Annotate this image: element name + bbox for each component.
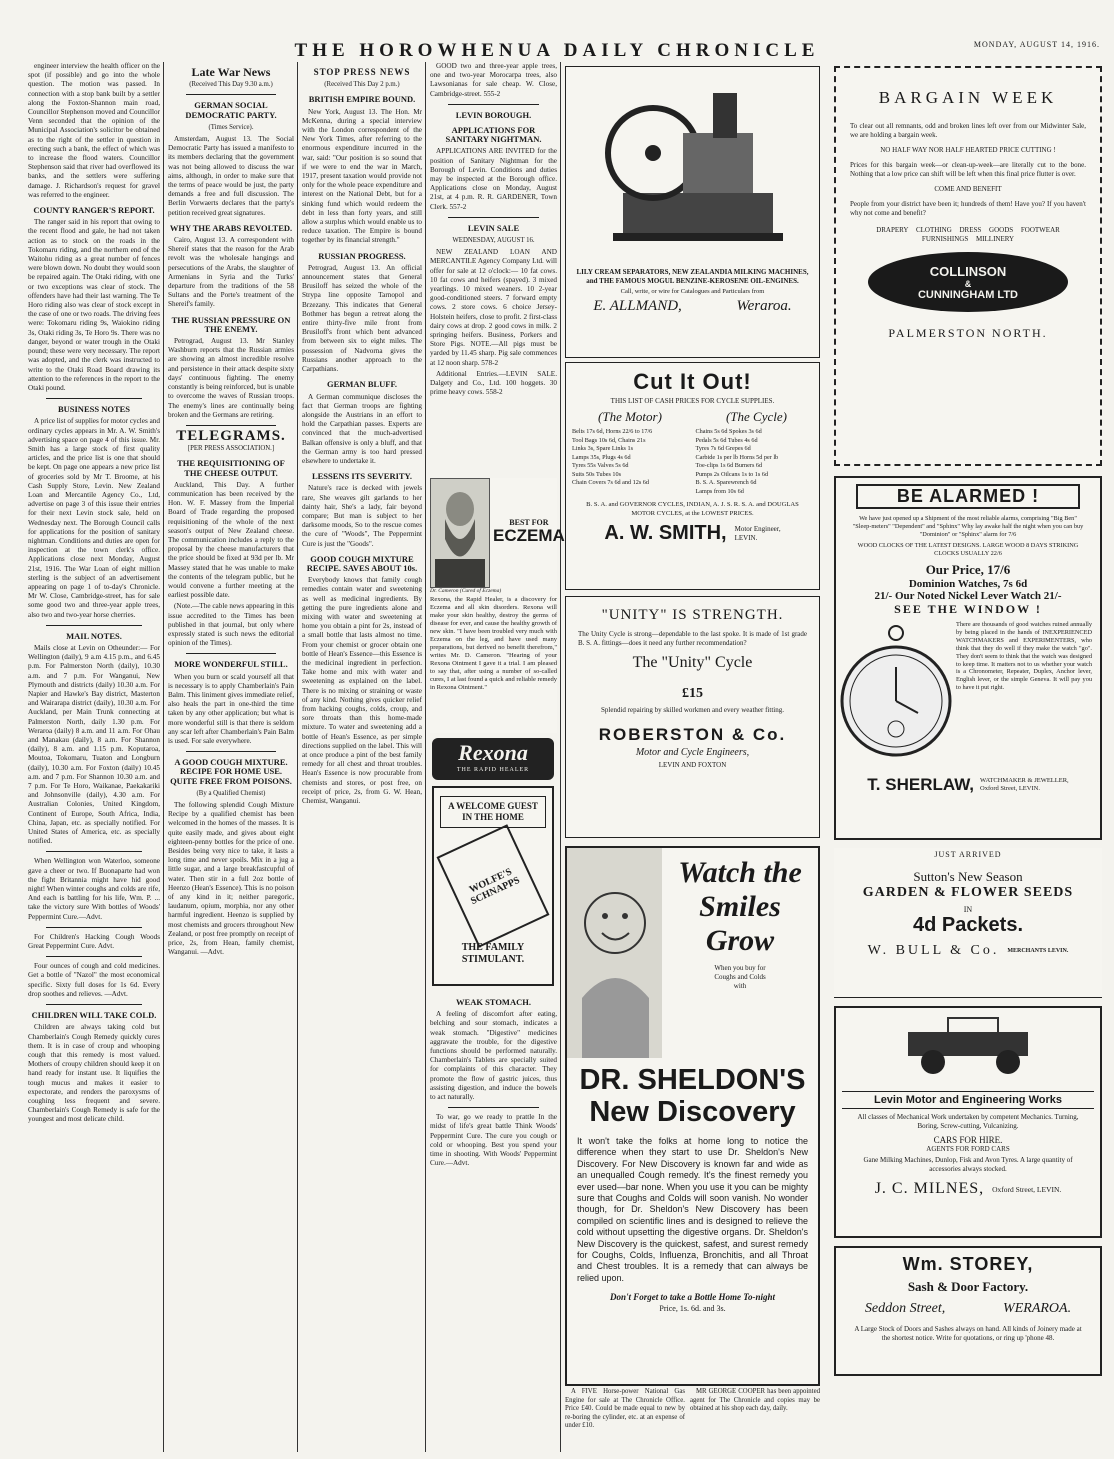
motor-heading: (The Motor) bbox=[598, 409, 662, 424]
cycle-price-item: Pumps 2s Oilcans 1s to 1s 6d bbox=[695, 470, 769, 478]
pocket-watch-icon bbox=[836, 621, 956, 771]
ad-signature bbox=[836, 775, 1100, 795]
article-paragraph: New York, August 13. The Hon. Mr McKenna, during a special interview with the London correspondent of the New York Times, after referring to the enormous expenditure incurred in the war, said: "Our position is so sound that if we were to end the war in March, 1917, present taxation would provide not only for the whole peace expenditure and interest on the National Debt, but for a sinking fund which would redeem the debt in less than forty years, and still allow a surplus which would enable us to reduce taxation. The Empire is bound together by its financial strength." bbox=[302, 107, 422, 245]
engine-sale-notice bbox=[565, 1388, 685, 1456]
product-price: £15 bbox=[682, 686, 703, 701]
article-paragraph: Children are always taking cold but Chamberlain's Cough Remedy quickly cures them. It is in case of croup and whooping cough that this remedy is most valued. Mothers of croupy children should keep it on hand ready for instant use. It liquifies the tough mucus and makes it easier to expectorate, and renders the paroxysms of coughing less frequent and severe. Chamberlain's Cough Remedy is safe for the youngest and most delicate child. bbox=[28, 1023, 160, 1124]
ad-packets: 4d Packets. bbox=[912, 914, 1024, 936]
article-paragraph: APPLICATIONS ARE INVITED for the position of Sanitary Nightman for the Borough of Levin. Conditions and duties may be inspected at the Borough office. Applications close on Monday, August 21st, at 4 p.m. R. R. GARDENER, Town Clerk. 557-2 bbox=[430, 147, 557, 211]
article-heading: LEVIN BOROUGH. bbox=[455, 109, 532, 120]
article-subheading: [PER PRESS ASSOCIATION.] bbox=[187, 445, 275, 453]
cycle-price-item: Toe-clips 1s 6d Burners 6d bbox=[695, 462, 763, 469]
ad-signature bbox=[836, 1180, 1100, 1198]
business-location bbox=[836, 1301, 1100, 1317]
ad-body: Gane Milking Machines, Dunlop, Fisk and Avon Tyres. A large quantity of accessories always stocked. bbox=[863, 1156, 1073, 1173]
ad-body: To clear out all remnants, odd and broken lines left over from our Midwinter Sale, we are holding a bargain week. bbox=[850, 122, 1086, 139]
business-town: LEVIN. bbox=[734, 533, 758, 542]
ad-subline: When you buy for bbox=[714, 964, 766, 972]
oil-engine-illustration bbox=[593, 73, 793, 263]
ad-subline: with bbox=[733, 982, 747, 990]
business-town: PALMERSTON NORTH. bbox=[888, 326, 1048, 340]
cycle-price-item: Tyres 7s 6d Grepes 6d bbox=[695, 445, 751, 452]
notice-text: MR GEORGE COOPER has been appointed agent for The Chronicle and copies may be obtained at his shop each day, daily. bbox=[690, 1388, 820, 1413]
divider bbox=[186, 425, 276, 426]
divider bbox=[448, 217, 539, 218]
storey-factory-ad bbox=[834, 1246, 1102, 1376]
cycle-price-item: Pedals 5s 6d Tubes 4s 6d bbox=[695, 436, 758, 444]
offer-lever-watch: 21/- Our Noted Nickel Lever Watch 21/- bbox=[874, 589, 1062, 602]
cycle-price-list bbox=[696, 428, 814, 496]
motor-price-item: Suits 50s Tubes 10s bbox=[572, 470, 622, 478]
column-rule bbox=[297, 62, 298, 1452]
business-trade: Sash & Door Factory. bbox=[907, 1279, 1029, 1294]
ad-signature bbox=[566, 522, 819, 545]
portrait-caption: Dr. Cameron (Cured of Eczema) bbox=[430, 588, 502, 594]
business-trade: MERCHANTS LEVIN. bbox=[1007, 948, 1069, 954]
article-paragraph: GOOD two and three-year apple trees, one and two-year Morocarpa trees, also Lawsonianas for sale cheap. W. Close, Cambridge-street. 555-2 bbox=[430, 62, 557, 98]
article-paragraph: For Children's Hacking Cough Woods Great Peppermint Cure. Advt. bbox=[28, 932, 160, 951]
bottle-label: WOLFE'S SCHNAPPS bbox=[437, 824, 550, 948]
article-heading: WHY THE ARABS REVOLTED. bbox=[169, 222, 293, 233]
cycle-price-item: B. S. A. Sparewrench 6d bbox=[695, 479, 757, 486]
divider bbox=[186, 751, 276, 752]
article-paragraph: To war, go we ready to prattle In the midst of life's great battle Think Woods' Peppermint Cure. The cure you cough or cold or whooping. Best you spend your time in shooting. With Woods' Peppermint Cure.—Advt. bbox=[430, 1113, 557, 1168]
ad-agency: B. S. A. and GOVERNOR CYCLES, INDIAN, A. J. S. R. S. A. and DOUGLAS MOTOR CYCLES, at the LOWEST PRICES. bbox=[586, 501, 799, 517]
business-details bbox=[735, 525, 781, 543]
ad-headline: GARDEN & FLOWER SEEDS bbox=[862, 885, 1074, 900]
ad-subline: Coughs and Colds bbox=[714, 973, 766, 981]
motor-price-item: Chain Covers 7s 6d and 12s 6d bbox=[572, 479, 649, 486]
article-paragraph: Four ounces of cough and cold medicines. Get a bottle of "Nazol" the most economical specific. Sixty full doses for 1s 6d. Every drop soothes and relieves. —Advt. bbox=[28, 962, 160, 998]
ad-subline: THIS LIST OF CASH PRICES FOR CYCLE SUPPLIES. bbox=[610, 397, 775, 405]
ad-tagline: BEST FOR bbox=[509, 518, 549, 527]
ad-products: LILY CREAM SEPARATORS, NEW ZEALANDIA MILKING MACHINES, and THE FAMOUS MOGUL BENZINE-KEROSENE OIL-ENGINES. bbox=[576, 268, 809, 285]
product-price: Price, 1s. 6d. and 3s. bbox=[659, 1304, 726, 1314]
ad-headline: "UNITY" IS STRENGTH. bbox=[601, 607, 784, 623]
departments-list: DRAPERY CLOTHING DRESS GOODS FOOTWEAR FURNISHINGS MILLINERY bbox=[876, 226, 1060, 243]
motor-price-item: Lamps 35s, Plugs 4s 6d bbox=[572, 453, 631, 461]
column-3 bbox=[302, 62, 422, 1452]
article-paragraph: Amsterdam, August 13. The Social Democratic Party has issued a manifesto to its members declaring that the government was not being allowed to discuss the war aims, although, in order to make sure that the terms of peace would be just, the party demands a free and full discussion. The Berlin Vorwaerts declares that the party's petition received great signatures. bbox=[168, 135, 294, 217]
ad-slogan: COME AND BENEFIT bbox=[934, 185, 1002, 193]
ad-tagline: THE FAMILY STIMULANT. bbox=[461, 942, 525, 965]
divider bbox=[46, 398, 142, 399]
article-heading: GERMAN SOCIAL DEMOCRATIC PARTY. bbox=[185, 100, 277, 120]
article-paragraph: Nature's race is decked with jewels rare, She weaves gilt garlands to her dainty hair, She's a lady, fair beyond compare; But man is subject to her darksome moods, So to the rescue comes the cure of "Woods", The Peppermint Cure is just the "Goods". bbox=[302, 484, 422, 548]
motor-price-item: Tool Bags 10s 6d, Chains 21s bbox=[572, 436, 646, 444]
article-heading: BRITISH EMPIRE BOUND. bbox=[308, 94, 416, 105]
ad-reminder: Don't Forget to take a Bottle Home To-night bbox=[610, 1292, 775, 1303]
divider bbox=[186, 653, 276, 654]
business-name: T. SHERLAW, bbox=[867, 774, 975, 794]
column-4 bbox=[430, 62, 557, 522]
article-paragraph: Petrograd, August 13. An official announcement states that General Brusiloff has seized the whole of the Strypa line opposite Tarnopol and Brzezany. This indicates that General Bothmer has begun a retreat along the entire thirty-five mile front from Brusiloff's front which bent advanced from between six to eight miles. The possession of Nadvorna gives the Russians another approach to the Carpathians. bbox=[302, 263, 422, 374]
motor-car-illustration bbox=[878, 1012, 1058, 1082]
ford-agency: AGENTS FOR FORD CARS bbox=[926, 1145, 1010, 1153]
article-paragraph: Additional Entries.—LEVIN SALE. Dalgety and Co., Ltd. 100 hoggets. 30 prime heavy cows. 558-2 bbox=[430, 369, 557, 397]
product-name: The "Unity" Cycle bbox=[632, 654, 753, 671]
ad-body: It won't take the folks at home long to notice the difference when they start to use Dr. Sheldon's New Discovery. For New Discovery is known far and wide as an unequalled Cough remedy. It's the finest remedy you ever used—bar none. When you use it you can be mighty sure that Coughs and Colds will soon vanish. No wonder though, for Dr. Sheldon's New Discovery has been compiled on scientific lines and is designed to relieve the cold without upsetting the digestive organs. Dr. Sheldon's New Discovery is the quickest, safest, and surest remedy for Coughs, Colds, Influenza, Bronchitis, and all Throat and Chest troubles. It is a remedy that can always be relied upon. bbox=[577, 1136, 808, 1283]
article-heading: STOP PRESS NEWS bbox=[313, 67, 411, 77]
ad-subline: Call, write, or wire for Catalogues and Particulars from bbox=[620, 288, 765, 295]
dr-sheldon-ad bbox=[565, 846, 820, 1386]
motor-price-item: Tyres 55s Valves 5s 6d bbox=[572, 462, 629, 469]
business-details bbox=[980, 777, 1069, 793]
business-name: A. W. SMITH, bbox=[604, 522, 727, 544]
ad-body: Rexona, the Rapid Healer, is a discovery for Eczema and all skin disorders. Rexona will make your skin healthy, destroy the germs of disease for ever, and cause the healthy growth of new skin. "I have been troubled very much with Eczema on the leg, and have used many preparations, but derived no benefit therefrom," writes Mr. D. Cameron. "Hearing of your Rexona Ointment I gave it a trial. I am pleased to say that, after using a number of so-called cures, I at last found a quick and reliable remedy in Rexona Ointment." bbox=[430, 596, 557, 691]
divider bbox=[46, 927, 142, 928]
offer-watches: Dominion Watches, 7s 6d bbox=[908, 577, 1028, 590]
column-2 bbox=[168, 62, 294, 1452]
business-name: W. BULL & Co. bbox=[867, 943, 1000, 958]
article-paragraph: The ranger said in his report that owing to the recent flood and gale, he had not taken action as to stock on the roads in the Tokomaru riding, and the northern end of the Waitohu riding as a great number of fences were blown down. No doubt they would soon be repaired again. The Otaki riding, with one or two exceptions was clear of stock. The offenders have had their last warning. The Te Horo riding also was clear of stock except in the case of one or two roads. The driving fees were: Tokomaru riding 9s, Waiokino riding 3s, Otaki riding 3s, Te Horo 9s. There was no danger, beyond or water trough in the Otaki pound; these were very necessary. The report was adopted, and the clerk was instructed to write to the Otaki Road Board drawing its attention to the references in the report to the Otaki pound. bbox=[28, 218, 160, 392]
article-subheading: (Received This Day 9.30 a.m.) bbox=[189, 81, 273, 89]
business-trade: WATCHMAKER & JEWELLER, bbox=[980, 776, 1069, 784]
brand-name: DR. SHELDON'S bbox=[579, 1064, 806, 1096]
issue-date: MONDAY, AUGUST 14, 1916. bbox=[973, 40, 1100, 49]
agent-notice bbox=[690, 1388, 820, 1456]
rexona-logo bbox=[432, 738, 554, 780]
divider bbox=[186, 94, 276, 95]
child-illustration bbox=[567, 848, 662, 1058]
ad-headline: BE ALARMED ! bbox=[856, 484, 1080, 509]
article-heading: THE REQUISITIONING OF THE CHEESE OUTPUT. bbox=[177, 458, 285, 478]
ad-signature bbox=[834, 943, 1102, 959]
business-town: WERAROA. bbox=[1003, 1301, 1072, 1316]
article-subheading: WEDNESDAY, AUGUST 16. bbox=[452, 237, 535, 245]
ad-note: Splendid repairing by skilled workmen and every weather fitting. bbox=[601, 706, 784, 714]
business-name: ROBERSTON & Co. bbox=[598, 725, 787, 744]
cycle-price-item: Lamps from 10s 6d bbox=[695, 487, 744, 495]
article-heading: MAIL NOTES. bbox=[66, 630, 122, 641]
divider bbox=[46, 851, 142, 852]
article-heading: RUSSIAN PROGRESS. bbox=[318, 250, 406, 261]
business-street: Seddon Street, bbox=[864, 1301, 946, 1316]
article-subheading: (Times Service). bbox=[208, 123, 254, 131]
ad-headline: BARGAIN WEEK bbox=[878, 88, 1058, 107]
clocks-offer: WOOD CLOCKS OF THE LATEST DESIGNS. LARGE WOOD 8 DAYS STRIKING CLOCKS USUALLY 22/6 bbox=[857, 542, 1079, 558]
article-heading: MORE WONDERFUL STILL. bbox=[174, 659, 288, 670]
bearded-man-portrait bbox=[431, 479, 489, 587]
article-paragraph: When Wellington won Waterloo, someone gave a cheer or two. If Buonaparte had won the fight Britannia might have hid good night! When winter coughs and colds are rife, And each is battling for his life, Wm. P. ... take the victory sure With bottles of Woods' Peppermint Cure.—Advt. bbox=[28, 857, 160, 921]
divider bbox=[46, 625, 142, 626]
business-trade: Motor Engineer, bbox=[734, 524, 781, 533]
column-rule bbox=[163, 62, 164, 1452]
rexona-eczema-ad bbox=[430, 478, 565, 733]
article-paragraph: Auckland, This Day. A further communication has been received by the Hon. W. F. Massey from the Imperial Board of Trade regarding the proposed requisitioning of the whole of the next season's output of New Zealand cheese. The communication includes a reply to the proposal by the cheese manufacturers that the price should be fixed at 93d per lb. Mr Massey stated that he was unable to make the contents of the telegram public, but he would convene a further meeting at the earliest possible date. bbox=[168, 480, 294, 600]
business-name: E. ALLMAND, bbox=[593, 298, 682, 314]
article-subheading: (Received This Day 2 p.m.) bbox=[324, 81, 400, 89]
ad-body: The Unity Cycle is strong—dependable to the last spoke. It is made of 1st grade B. S. A. fittings—does it need any further recommendation? bbox=[578, 630, 807, 647]
column-4-lower bbox=[430, 992, 557, 1372]
article-paragraph: A feeling of discomfort after eating, belching and sour stomach, indicates a weak stomach. "Digestive" medicines aggravate the trouble, for the digestive functions should be performed naturally. Chamberlain's Tablets are specially suited for complaints of this character. They promote the flow of gastric juices, thus assisting digestion, and induce the bowels to act naturally. bbox=[430, 1010, 557, 1102]
ad-headline: A WELCOME GUEST IN THE HOME bbox=[440, 796, 546, 828]
article-paragraph: Everybody knows that family cough remedies contain water and sweetening as well as medicinal ingredients. By getting the pure ingredients alone and mixing with water and sweetening at home you obtain a pint for 2s, instead of a small bottle that lasts almost no time. From your chemist or grocer obtain one bottle of Hean's Essence—this Essence is the medicinal ingredient in perfection. Take home and mix with water and sweetening as explained on the label. There is no mixing or straining or waste of any kind. Nothing gives quicker relief from hacking coughs, colds, croup, and sore throats than this home-made mixture. To water and sweetening add a bottle of Hean's Essence, as per simple directions supplied on the label. This will at once produce a pint of the best family remedy for all chest and throat troubles. Hean's Essence is now procurable from chemists and stores, or post free, on receipt of price, 2s, from G. W. Hean, Chemist, Wanganui. bbox=[302, 576, 422, 806]
article-heading: THE RUSSIAN PRESSURE ON THE ENEMY. bbox=[171, 314, 291, 334]
sherlaw-jeweller-ad bbox=[834, 476, 1102, 840]
column-rule bbox=[425, 62, 426, 1452]
logo-line-top: COLLINSON bbox=[929, 263, 1007, 279]
article-heading: LESSENS ITS SEVERITY. bbox=[311, 471, 413, 482]
ad-subline: Sutton's New Season bbox=[913, 869, 1023, 884]
column-rule bbox=[560, 62, 561, 1452]
logo-line-bottom: CUNNINGHAM LTD bbox=[917, 288, 1018, 301]
article-paragraph: NEW ZEALAND LOAN AND MERCANTILE Agency Company Ltd. will offer for sale at 12 o'clock:— 10 fat cows. 10 fat cows and heifers (spayed). 3 mixed yearlings. 10 mixed weaners. 10 2-year good-conditioned steers. 7 forward empty cows. 2 store cows. 6 choice Jersey-Holstein heifers, close to profit. 2 first-class dairy cows at drop. 2 good cows in milk. 2 springing heifers. Business, Porkers and Store Pigs. NOTE.—All pigs must be yarded by 11.45 sharp. Pig sale commences at 12 noon sharp. 578-2 bbox=[430, 248, 557, 367]
article-heading: COUNTY RANGER'S REPORT. bbox=[33, 205, 155, 216]
ad-body: We have just opened up a Shipment of the most reliable alarms, comprising "Big Ben" "Sleep-meters" "Dependent" and "Sphinx" Why lay awake half the night when you can buy "Dominion" or "Sphinx" alarm for 7/6 bbox=[852, 515, 1084, 538]
business-town: Weraroa. bbox=[736, 298, 792, 314]
ad-headline: Levin Motor and Engineering Works bbox=[842, 1091, 1094, 1109]
see-window: SEE THE WINDOW ! bbox=[894, 601, 1042, 616]
article-paragraph: A German communique discloses the fact that German troops are fighting alongside the Austrians in an effort to hold the Carpathian passes. Experts are convinced that the much-advertised Balkan offensive is only a bluff, and that the German army is too hard pressed elsewhere to undertake it. bbox=[302, 392, 422, 465]
allmand-engine-ad bbox=[565, 66, 820, 358]
ad-headline: Cut It Out! bbox=[633, 369, 752, 394]
cycle-price-item: Carbide 1s per lb Horns 5d per lb bbox=[695, 453, 779, 461]
article-paragraph: Mails close at Levin on Otheunder:— For Wellington (daily), 9 a.m 4.15 p.m., and 6.45 p.m. For Palmerston North (daily), 10.30 a.m. and 7 p.m. For Wanganui, New Plymouth and districts (daily) 10.30 a.m. For Napier and Hawke's Bay district, Masterton and Wairarapa district (daily), 10.30 a.m. For Auckland, per Main Trunk connecting at Palmerston North, daily 1.30 p.m. For Weraroa (daily) 8 a.m. and 11 a.m. For Ohau and Manakau (daily), 8 a.m. For Shannon (daily), 8 a.m. and 1.15 p.m. Koputaroa, Moutoa, Tokomaru, Tuaton and Longburn (daily), 10.30 a.m. For Foxton (daily) 10.45 a.m. and 7 p.m. For Shannon 10.30 a.m. and 7 p.m. For Te Horo, Waikanae, Paekakariki and Johnsonville (daily), 4.30 a.m. For Australian Colonies, United Kingdom, Continent of Europe, South Africa, India, China, Japan, etc. as specially notified. For United States of America, etc. as specially notified. bbox=[28, 643, 160, 846]
business-name: J. C. MILNES, bbox=[874, 1180, 985, 1197]
business-trade: Motor and Cycle Engineers, bbox=[635, 747, 750, 758]
cycle-price-item: Chains 5s 6d Spokes 3s 6d bbox=[695, 428, 762, 435]
ad-body: A Large Stock of Doors and Sashes always on hand. All kinds of Joinery made at the shortest notice. Write for quotations, or ring up 'phone 48. bbox=[854, 1325, 1082, 1342]
article-heading: GOOD COUGH MIXTURE RECIPE. SAVES ABOUT 10s. bbox=[306, 553, 418, 573]
ad-body: There are thousands of good watches ruined annually by being placed in the hands of INEXPERIENCED WATCHMAKERS and EXPERIMENTERS, who think that they do well if they make the watch "go". They don't seem to think that the watch was designed to keep time. It matters not to us whether your watch is a Chronometer, Repeater, Duplex, Anchor lever, English lever, or the simple Geneva. It will pay you to have it put right. bbox=[956, 620, 1092, 692]
business-address: Oxford Street, LEVIN. bbox=[980, 784, 1040, 792]
offer-price: Our Price, 17/6 bbox=[925, 561, 1011, 577]
ad-headline-watch: Watch the bbox=[678, 856, 802, 889]
article-paragraph: Petrograd, August 13. Mr Stanley Washburn reports that the Russian armies are showing an almost incredible resolve and persistence in their attack despite sixty days' continuous fighting. The enemy constantly is being reinforced, but is unable to overcome the waves of Russian troops. The enemy's lines are continually being broken and the Germans are retiring. bbox=[168, 337, 294, 419]
article-paragraph: When you burn or scald yourself all that is necessary is to apply Chamberlain's Pain Balm. This liniment gives immediate relief, also heals the part in one-third the time taken by any other application; but what is more wonderful still is that there is seldom any scar left after Chamberlain's Pain Balm is used. For sale everywhere. bbox=[168, 672, 294, 745]
cut-it-out-ad bbox=[565, 362, 820, 590]
article-heading: APPLICATIONS FOR SANITARY NIGHTMAN. bbox=[445, 125, 542, 145]
ad-headline-grow: Grow bbox=[705, 924, 775, 957]
article-heading: A GOOD COUGH MIXTURE. RECIPE FOR HOME USE. QUITE FREE FROM POISONS. bbox=[170, 757, 292, 786]
ad-headline-smiles: Smiles bbox=[699, 890, 781, 923]
ad-word: IN bbox=[963, 905, 973, 914]
motor-price-item: Belts 17s 6d, Horns 22/6 to 17/6 bbox=[572, 428, 653, 435]
smiling-child-drawing bbox=[567, 848, 662, 1058]
unity-cycle-ad bbox=[565, 596, 820, 838]
motor-price-list bbox=[572, 428, 690, 496]
bull-seeds-ad bbox=[834, 848, 1102, 998]
ad-body: People from your district have been it; hundreds of them! Have you? If you haven't why not come and benefit? bbox=[850, 200, 1086, 217]
ad-body: Prices for this bargain week—or clean-up-week—are literally cut to the bone. Nothing that a low price can shift will be left when this final price flutter is over. bbox=[850, 161, 1086, 178]
article-heading: LEVIN SALE bbox=[467, 222, 520, 233]
article-paragraph: (Note.—The cable news appearing in this issue accredited to the Times has been published in that journal, but only where expressly stated is such news the editorial opinion of the Times). bbox=[168, 602, 294, 648]
ad-tagline: JUST ARRIVED bbox=[934, 850, 1002, 859]
article-heading: TELEGRAMS. bbox=[176, 427, 286, 444]
collinson-logo bbox=[868, 252, 1068, 312]
price-lists bbox=[566, 428, 819, 496]
article-heading: Late War News bbox=[191, 65, 271, 79]
cars-for-hire: CARS FOR HIRE. bbox=[933, 1135, 1003, 1145]
list-headings bbox=[566, 409, 819, 425]
business-name: Wm. STOREY, bbox=[902, 1254, 1034, 1274]
article-paragraph: A price list of supplies for motor cycles and ordinary cycles appears in Mr. A. W. Smith's advertising space on page 4 of this issue. Mr. Smith has a large stock of first quality articles, and the price list is one that should be kept. On page one appears a new price list of groceries sold by Mr T. Broome, at his Cash Supply Store, Levin. New Zealand Loan and Mercantile Agency Co., Ltd, advertise on page 3 of this issue their entries for their next Levin stock sale, held on Wednesday next. The Borough Council calls for applications for the position of sanitary nightman. Conditions and duties are open for inspection at the town clerk's office. Applications close next Monday, August 21st, 1916. The War Loan of eight million sterling is the subject of an advertisement appearing on page 1 of to-day's Chronicle. Mr W. Close, Cambridge-street, has for sale some good two and three-year apple trees, also two and two-year horse cherries. bbox=[28, 417, 160, 619]
business-address: Oxford Street, LEVIN. bbox=[992, 1184, 1062, 1194]
article-heading: BUSINESS NOTES bbox=[57, 404, 131, 415]
schnapps-ad bbox=[432, 786, 554, 986]
newspaper-title: THE HOROWHENUA DAILY CHRONICLE bbox=[294, 40, 820, 61]
notice-text: A FIVE Horse-power National Gas Engine for sale at The Chronicle Office. Price £40. Could be made equal to new by re-boring the cylinder, etc. at an expense of under £10. bbox=[565, 1388, 685, 1430]
brand-name: Rexona bbox=[458, 740, 528, 765]
article-paragraph: The following splendid Cough Mixture Recipe by a qualified chemist has been welcomed in the homes of the masses. It is quite easily made, and gives about eight eighteen-penny bottles for the price of one. Besides being very nice to take, it lasts a long time and never spoils. Mix in a jug a little sugar, and a large breakfastcupful of water. Then stir in a full 2oz bottle of Heenzo (Hean's Essence). This is no poison of any kind in it; neither paregoric, laudanum, opium, morphia, nor any other harmful ingredient. Heenzo is supplied by most chemists and grocers throughout New Zealand, or post free promptly on receipt of price, 2s, from Hean, family chemist, Wanganui. —Advt. bbox=[168, 801, 294, 957]
cycle-heading: (The Cycle) bbox=[725, 409, 787, 424]
masthead bbox=[0, 0, 1114, 62]
divider bbox=[448, 104, 539, 105]
divider bbox=[448, 1107, 539, 1108]
portrait-illustration bbox=[430, 478, 490, 588]
divider bbox=[46, 956, 142, 957]
article-heading: CHILDREN WILL TAKE COLD. bbox=[31, 1010, 157, 1021]
ad-slogan: NO HALF WAY NOR HALF HEARTED PRICE CUTTING ! bbox=[880, 146, 1056, 154]
milnes-engineering-ad bbox=[834, 1006, 1102, 1238]
bargain-week-ad bbox=[834, 66, 1102, 466]
ad-body: All classes of Mechanical Work undertaken by competent Mechanics. Turning, Boring, Screw-cutting, Vulcanizing. bbox=[857, 1113, 1079, 1130]
ad-headline: ECZEMA bbox=[493, 526, 565, 545]
article-heading: WEAK STOMACH. bbox=[456, 997, 531, 1007]
divider bbox=[46, 1004, 142, 1005]
article-subheading: (By a Qualified Chemist) bbox=[196, 789, 266, 797]
brand-product: New Discovery bbox=[589, 1096, 796, 1128]
article-heading: GERMAN BLUFF. bbox=[326, 379, 398, 390]
article-paragraph: engineer interview the health officer on the spot (if possible) and go into the whole question. The motion was passed. In connection with a stop bank built by a settler along the Foxton-Shannon main road, Councillor Stephenson moved and Councillor Venn seconded that the opinion of the Municipal Association's solicitor be obtained as to the right of the settler in question in erecting such a bank, the effect of which was to increase the flood waters. Councillor Stephenson said that river had overflowed its banks, and the settlers were suffering damage. J. Richardson's request for gravel was referred to the engineer. bbox=[28, 62, 160, 199]
column-1 bbox=[28, 62, 160, 1452]
business-towns: LEVIN AND FOXTON bbox=[658, 761, 727, 769]
logo-ampersand: & bbox=[964, 278, 972, 289]
ad-signature bbox=[566, 298, 819, 315]
brand-subtitle: THE RAPID HEALER bbox=[456, 767, 530, 773]
motor-price-item: Links 3s, Spare Links 1s bbox=[572, 445, 634, 452]
article-paragraph: Cairo, August 13. A correspondent with Shereif states that the reason for the Arab revolt was the wholesale hangings and persecutions of the Arabs, the slaughter of Armenians in Syria and the Turks' departure from the traditions of the 58 Sultans and the Porte's treatment of the Shereif's family. bbox=[168, 236, 294, 309]
